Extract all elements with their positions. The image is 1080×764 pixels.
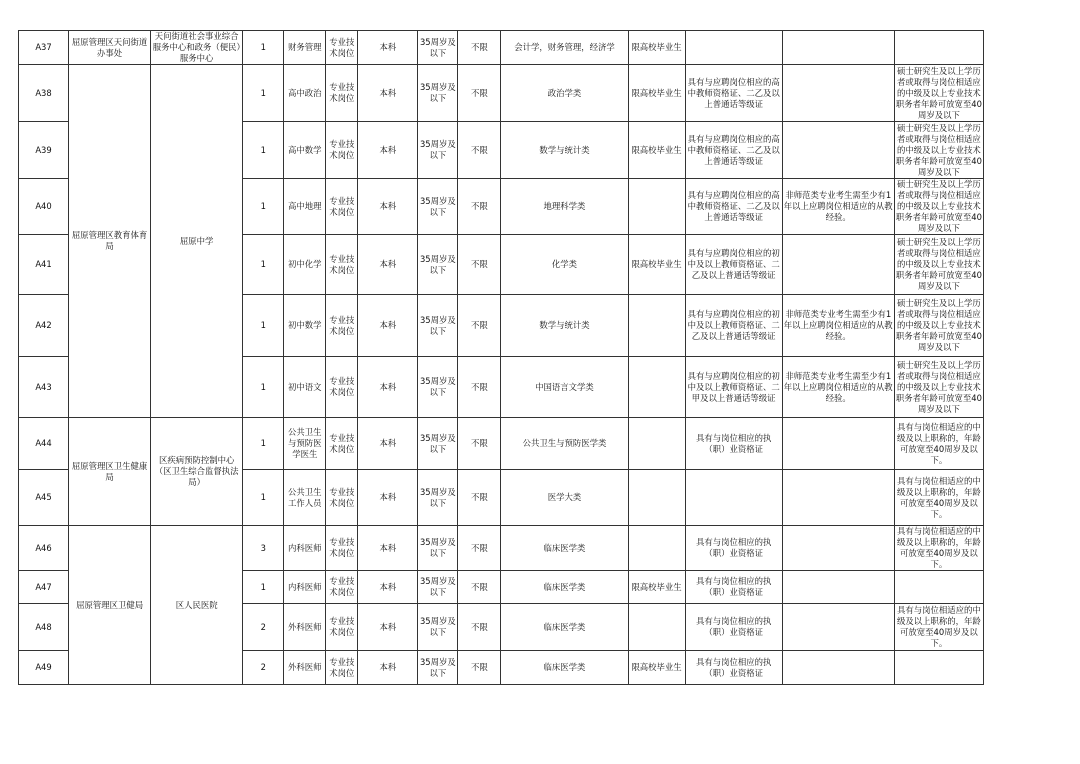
post-cell: 内科医师	[284, 571, 326, 604]
degree-cell: 不限	[458, 357, 501, 418]
edu-cell: 本科	[358, 470, 418, 526]
source-cell	[628, 418, 685, 470]
degree-cell: 不限	[458, 122, 501, 179]
degree-cell: 不限	[458, 295, 501, 357]
note-cell: 具有与岗位相适应的中级及以上职称的，年龄可放宽至40周岁及以下。	[894, 470, 983, 526]
source-cell	[628, 179, 685, 235]
major-cell: 公共卫生与预防医学类	[501, 418, 628, 470]
major-cell: 数学与统计类	[501, 122, 628, 179]
table-row	[19, 418, 984, 470]
post-cell: 公共卫生工作人员	[284, 470, 326, 526]
count-cell: 1	[243, 235, 284, 295]
exp-cell	[782, 418, 894, 470]
code-cell: A48	[19, 604, 69, 651]
post-cell: 初中化学	[284, 235, 326, 295]
age-cell: 35周岁及以下	[418, 235, 458, 295]
count-cell: 1	[243, 470, 284, 526]
edu-cell: 本科	[358, 357, 418, 418]
cert-cell	[685, 470, 782, 526]
degree-cell: 不限	[458, 235, 501, 295]
source-cell: 限高校毕业生	[628, 235, 685, 295]
code-cell: A43	[19, 357, 69, 418]
cert-cell: 具有与岗位相应的执（职）业资格证	[685, 418, 782, 470]
source-cell: 限高校毕业生	[628, 122, 685, 179]
cert-cell: 具有与应聘岗位相应的高中教师资格证、二乙及以上普通话等级证	[685, 122, 782, 179]
post-cell: 高中政治	[284, 65, 326, 122]
degree-cell: 不限	[458, 470, 501, 526]
major-cell: 医学大类	[501, 470, 628, 526]
cert-cell: 具有与应聘岗位相应的高中教师资格证、二乙及以上普通话等级证	[685, 65, 782, 122]
code-cell: A39	[19, 122, 69, 179]
age-cell: 35周岁及以下	[418, 651, 458, 685]
edu-cell: 本科	[358, 571, 418, 604]
post-cell: 内科医师	[284, 526, 326, 571]
degree-cell: 不限	[458, 31, 501, 65]
type-cell: 专业技术岗位	[326, 651, 358, 685]
edu-cell: 本科	[358, 604, 418, 651]
exp-cell: 非师范类专业考生需至少有1年以上应聘岗位相适应的从教经验。	[782, 357, 894, 418]
cert-cell: 具有与岗位相应的执（职）业资格证	[685, 604, 782, 651]
type-cell: 专业技术岗位	[326, 571, 358, 604]
source-cell: 限高校毕业生	[628, 65, 685, 122]
count-cell: 2	[243, 651, 284, 685]
code-cell: A49	[19, 651, 69, 685]
source-cell	[628, 470, 685, 526]
recruitment-table	[18, 30, 984, 685]
note-cell	[894, 31, 983, 65]
post-cell: 高中地理	[284, 179, 326, 235]
edu-cell: 本科	[358, 122, 418, 179]
degree-cell: 不限	[458, 604, 501, 651]
source-cell: 限高校毕业生	[628, 651, 685, 685]
count-cell: 3	[243, 526, 284, 571]
code-cell: A38	[19, 65, 69, 122]
major-cell: 会计学，财务管理，经济学	[501, 31, 628, 65]
table-row	[19, 65, 984, 122]
degree-cell: 不限	[458, 571, 501, 604]
age-cell: 35周岁及以下	[418, 295, 458, 357]
cert-cell: 具有与岗位相应的执（职）业资格证	[685, 526, 782, 571]
count-cell: 1	[243, 418, 284, 470]
exp-cell	[782, 470, 894, 526]
note-cell: 硕士研究生及以上学历者或取得与岗位相适应的中级及以上专业技术职务者年龄可放宽至40周岁及以下	[895, 65, 982, 120]
major-cell: 化学类	[501, 235, 628, 295]
note-cell: 硕士研究生及以上学历者或取得与岗位相适应的中级及以上专业技术职务者年龄可放宽至40周岁及以下	[895, 122, 982, 177]
table-row	[19, 31, 984, 65]
exp-cell	[782, 651, 894, 685]
exp-cell	[782, 122, 894, 179]
major-cell: 临床医学类	[501, 651, 628, 685]
type-cell: 专业技术岗位	[326, 604, 358, 651]
count-cell: 2	[243, 604, 284, 651]
count-cell: 1	[243, 179, 284, 235]
department-cell: 屈原管理区天问街道办事处	[69, 31, 151, 65]
source-cell	[628, 357, 685, 418]
age-cell: 35周岁及以下	[418, 31, 458, 65]
edu-cell: 本科	[358, 31, 418, 65]
exp-cell	[782, 526, 894, 571]
degree-cell: 不限	[458, 179, 501, 235]
cert-cell: 具有与应聘岗位相应的初中及以上教师资格证、二乙及以上普通话等级证	[685, 295, 782, 357]
edu-cell: 本科	[358, 526, 418, 571]
note-cell	[894, 651, 983, 685]
count-cell: 1	[243, 295, 284, 357]
table-row	[19, 526, 984, 571]
major-cell: 临床医学类	[501, 571, 628, 604]
major-cell: 中国语言文学类	[501, 357, 628, 418]
cert-cell	[685, 31, 782, 65]
age-cell: 35周岁及以下	[418, 571, 458, 604]
age-cell: 35周岁及以下	[418, 526, 458, 571]
code-cell: A45	[19, 470, 69, 526]
note-cell: 具有与岗位相适应的中级及以上职称的，年龄可放宽至40周岁及以下。	[894, 526, 983, 571]
age-cell: 35周岁及以下	[418, 65, 458, 122]
degree-cell: 不限	[458, 526, 501, 571]
type-cell: 专业技术岗位	[326, 179, 358, 235]
edu-cell: 本科	[358, 179, 418, 235]
post-cell: 外科医师	[284, 604, 326, 651]
major-cell: 临床医学类	[501, 526, 628, 571]
note-cell: 硕士研究生及以上学历者或取得与岗位相适应的中级及以上专业技术职务者年龄可放宽至40周岁及以下	[894, 357, 983, 418]
source-cell	[628, 526, 685, 571]
unit-cell: 区人民医院	[151, 526, 243, 685]
edu-cell: 本科	[358, 651, 418, 685]
post-cell: 高中数学	[284, 122, 326, 179]
code-cell: A37	[19, 31, 69, 65]
type-cell: 专业技术岗位	[326, 65, 358, 122]
note-cell	[894, 571, 983, 604]
age-cell: 35周岁及以下	[418, 357, 458, 418]
note-cell: 硕士研究生及以上学历者或取得与岗位相适应的中级及以上专业技术职务者年龄可放宽至40周岁及以下	[895, 179, 982, 233]
source-cell: 限高校毕业生	[628, 31, 685, 65]
degree-cell: 不限	[458, 651, 501, 685]
unit-cell: 天问街道社会事业综合服务中心和政务（便民）服务中心	[151, 31, 243, 65]
code-cell: A41	[19, 235, 69, 295]
unit-cell: 区疾病预防控制中心（区卫生综合监督执法局）	[151, 418, 243, 526]
age-cell: 35周岁及以下	[418, 470, 458, 526]
type-cell: 专业技术岗位	[326, 526, 358, 571]
note-cell: 具有与岗位相适应的中级及以上职称的，年龄可放宽至40周岁及以下。	[894, 604, 983, 651]
type-cell: 专业技术岗位	[326, 122, 358, 179]
cert-cell: 具有与岗位相应的执（职）业资格证	[685, 651, 782, 685]
major-cell: 政治学类	[501, 65, 628, 122]
source-cell	[628, 604, 685, 651]
type-cell: 专业技术岗位	[326, 418, 358, 470]
exp-cell: 非师范类专业考生需至少有1年以上应聘岗位相适应的从教经验。	[782, 295, 894, 357]
cert-cell: 具有与应聘岗位相应的初中及以上教师资格证、二甲及以上普通话等级证	[685, 357, 782, 418]
source-cell: 限高校毕业生	[628, 571, 685, 604]
note-cell: 硕士研究生及以上学历者或取得与岗位相适应的中级及以上专业技术职务者年龄可放宽至40周岁及以下	[894, 295, 983, 357]
edu-cell: 本科	[358, 418, 418, 470]
age-cell: 35周岁及以下	[418, 604, 458, 651]
age-cell: 35周岁及以下	[418, 122, 458, 179]
cert-cell: 具有与应聘岗位相应的高中教师资格证、二乙及以上普通话等级证	[685, 179, 782, 235]
code-cell: A42	[19, 295, 69, 357]
edu-cell: 本科	[358, 235, 418, 295]
department-cell: 屈原管理区卫健局	[69, 526, 151, 685]
age-cell: 35周岁及以下	[418, 418, 458, 470]
degree-cell: 不限	[458, 65, 501, 122]
major-cell: 数学与统计类	[501, 295, 628, 357]
count-cell: 1	[243, 357, 284, 418]
post-cell: 财务管理	[284, 31, 326, 65]
major-cell: 临床医学类	[501, 604, 628, 651]
edu-cell: 本科	[358, 295, 418, 357]
unit-cell: 屈原中学	[151, 65, 243, 418]
source-cell	[628, 295, 685, 357]
post-cell: 公共卫生与预防医学医生	[284, 418, 326, 470]
note-cell: 具有与岗位相适应的中级及以上职称的，年龄可放宽至40周岁及以下。	[894, 418, 983, 470]
age-cell: 35周岁及以下	[418, 179, 458, 235]
cert-cell: 具有与岗位相应的执（职）业资格证	[685, 571, 782, 604]
exp-cell	[782, 65, 894, 122]
count-cell: 1	[243, 31, 284, 65]
exp-cell	[782, 604, 894, 651]
major-cell: 地理科学类	[501, 179, 628, 235]
department-cell: 屈原管理区教育体育局	[69, 65, 151, 418]
code-cell: A47	[19, 571, 69, 604]
type-cell: 专业技术岗位	[326, 295, 358, 357]
code-cell: A46	[19, 526, 69, 571]
type-cell: 专业技术岗位	[326, 470, 358, 526]
post-cell: 初中语文	[284, 357, 326, 418]
cert-cell: 具有与应聘岗位相应的初中及以上教师资格证、二乙及以上普通话等级证	[685, 235, 782, 295]
exp-cell	[782, 31, 894, 65]
count-cell: 1	[243, 122, 284, 179]
note-cell: 硕士研究生及以上学历者或取得与岗位相适应的中级及以上专业技术职务者年龄可放宽至40周岁及以下	[894, 235, 983, 295]
exp-cell	[782, 235, 894, 295]
code-cell: A40	[19, 179, 69, 235]
department-cell: 屈原管理区卫生健康局	[69, 418, 151, 526]
edu-cell: 本科	[358, 65, 418, 122]
type-cell: 专业技术岗位	[326, 31, 358, 65]
degree-cell: 不限	[458, 418, 501, 470]
exp-cell: 非师范类专业考生需至少有1年以上应聘岗位相适应的从教经验。	[782, 179, 894, 235]
exp-cell	[782, 571, 894, 604]
post-cell: 初中数学	[284, 295, 326, 357]
count-cell: 1	[243, 571, 284, 604]
type-cell: 专业技术岗位	[326, 357, 358, 418]
code-cell: A44	[19, 418, 69, 470]
type-cell: 专业技术岗位	[326, 235, 358, 295]
post-cell: 外科医师	[284, 651, 326, 685]
count-cell: 1	[243, 65, 284, 122]
